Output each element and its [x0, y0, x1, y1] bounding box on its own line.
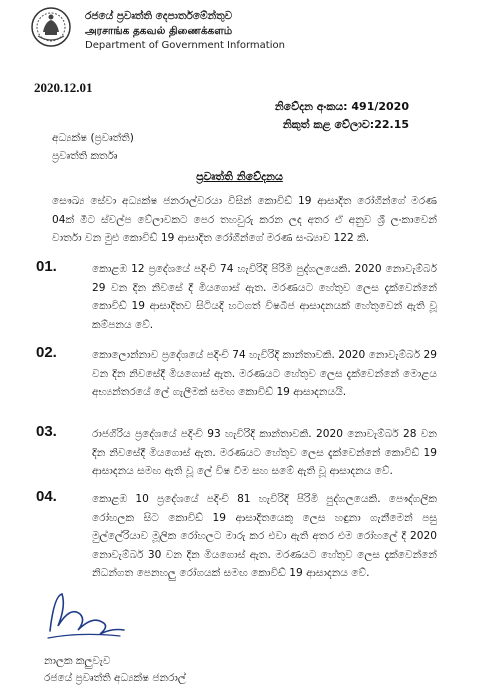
intro-paragraph: සෞඛ්‍ය සේවා අධ්‍යක්ෂ ජනරාල්වරයා විසින් කොවිඩ් 19 ආසාදිත රෝගීන්ගේ මරණ 04ක් මීට ස්වල්ප වේලාවකට පෙර තහවුරු කරන ලද අතර ඒ අනුව ශ්‍රී ලංකාවෙන් වාර්තා වන මුළු කොවිඩ් 19 ආසාදිත රෝගීන්ගේ මරණ සංඛ්‍යාව 122 කි. [52, 195, 437, 244]
release-time: නිකුත් කළ වේලාව:22.15 [282, 118, 409, 131]
government-emblem-icon [30, 6, 72, 48]
item-text-3: රාජගිරිය ප්‍රදේශයේ පදිංචි 93 හැවිරිදි කාන්තාවකි. 2020 නොවැම්බර් 28 වන දින නිවසේදී මියගොස් ඇත. මරණයට හේතුව ලෙස දැක්වෙන්නේ කොවිඩ් 19 ආසාදනය සමඟ ඇති වූ ලේ විෂ වීම සහ සමේ ඇති වූ ආසාදනය වේ. [92, 428, 437, 477]
department-name-english: Department of Government Information [85, 40, 285, 51]
item-number-3: 03. [36, 423, 57, 440]
document-date: 2020.12.01 [34, 80, 93, 95]
item-number-4: 04. [36, 488, 57, 505]
signatory-title: රජයේ ප්‍රවෘත්ති අධ්‍යක්ෂ ජනරාල් [44, 672, 186, 684]
item-text-2: කොලොන්නාව ප්‍රදේශයේ පදිංචි 74 හැවිරිදි කාන්තාවකි. 2020 නොවැම්බර් 29 වන දින නිවසේදී මියගොස් ඇත. මරණයට හේතුව ලෙස දැක්වෙන්නේ මොළය අභ්‍යන්තරයේ ලේ ගැලීමක් සමඟ කොවිඩ් 19 ආසාදනයයි. [92, 349, 437, 398]
department-name-tamil: அரசாங்க தகவல் திணைக்களம் [85, 25, 233, 37]
handwritten-signature [40, 586, 130, 646]
addressee-line-1: අධ්‍යක්ෂ (ප්‍රවෘත්ති) [52, 132, 134, 144]
department-name-sinhala: රජයේ ප්‍රවෘත්ති දෙපාර්තමේන්තුව [85, 10, 233, 22]
document-title: ප්‍රවෘත්ති නිවේදනය [196, 170, 283, 183]
item-number-2: 02. [36, 344, 57, 361]
addressee-line-2: ප්‍රවෘත්ති කර්තෘ [52, 150, 118, 162]
item-number-1: 01. [36, 258, 57, 275]
item-text-1: කොළඹ 12 ප්‍රදේශයේ පදිංචි 74 හැවිරිදි පිරිමි පුද්ගලයෙකි. 2020 නොවැම්බර් 29 වන දින නිවසේ දී මියගොස් ඇත. මරණයට හේතුව ලෙස දැක්වෙන්නේ කොවිඩ් 19 ආසාදිතව සිටියදි හටගත් විෂබීජ ආසාදනයක් හේතුවෙන් ඇති වූ කම්පනය වේ. [92, 263, 437, 331]
signatory-name: නාලක කලුවැව [44, 655, 111, 667]
release-number: නිවේදන අංකය: 491/2020 [274, 100, 409, 113]
item-text-4: කොළඹ 10 ප්‍රදේශයේ පදිංචි 81 හැවිරිදි පිරිමි පුද්ගලයෙකි. පෞද්ගලික රෝහලක සිට කොවිඩ් 19 ආසාදිතයෙකු ලෙස හඳුනා ගැනීමෙන් පසු මුල්ලේරියාව මූලික රෝහලට මාරු කර එවා ඇති අතර එම රෝහලේ දී 2020 නොවැම්බර් 30 වන දින මියගොස් ඇත. මරණයට හේතුව ලෙස දැක්වෙන්නේ නිධන්ගත පෙනහලු රෝගයක් සමඟ කොවිඩ් 19 ආසාදනය වේ. [92, 493, 437, 579]
